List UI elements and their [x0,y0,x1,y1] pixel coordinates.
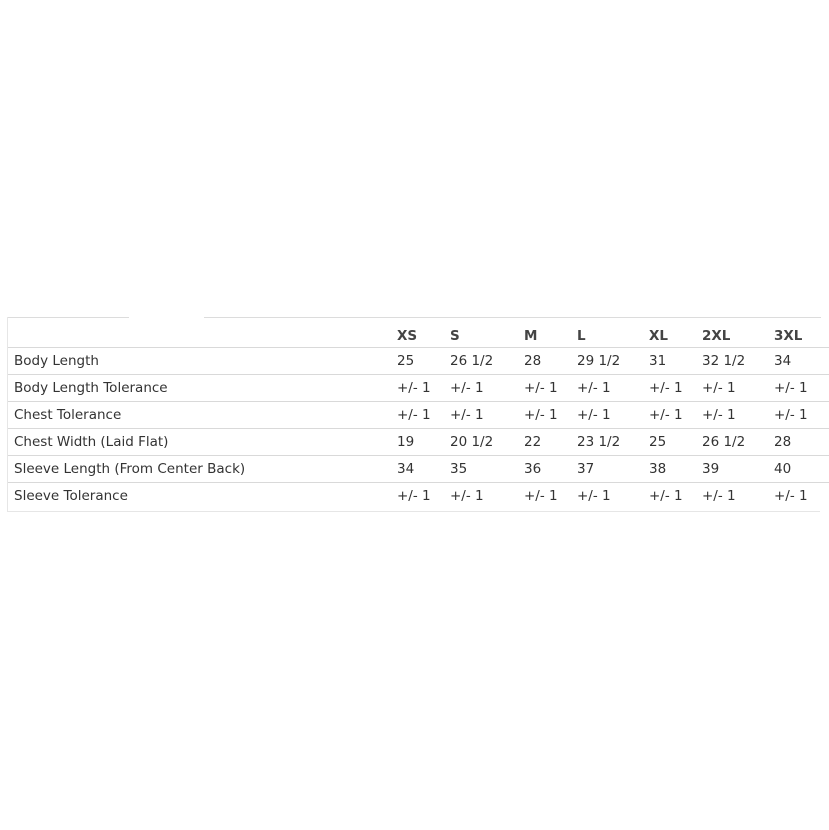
table-row [8,375,829,402]
cell: +/- 1 [774,488,808,504]
cell: 34 [397,456,450,483]
cell: +/- 1 [774,375,829,402]
row-label: Sleeve Length (From Center Back) [8,456,397,483]
cell: 28 [524,348,577,375]
cell: 29 1/2 [577,348,649,375]
size-table [8,325,829,509]
cell: 23 1/2 [577,429,649,456]
cell: +/- 1 [649,488,683,504]
cell: 38 [649,456,702,483]
cell: +/- 1 [397,402,450,429]
header-empty [8,325,397,348]
cell: +/- 1 [577,402,649,429]
cell: +/- 1 [450,488,484,504]
cell: +/- 1 [450,402,524,429]
cell: 25 [397,348,450,375]
cell: +/- 1 [774,402,829,429]
size-header: M [524,325,577,348]
table-row [8,429,829,456]
cell: 28 [774,429,829,456]
cell: +/- 1 [649,375,702,402]
cell: 34 [774,348,829,375]
cell: 22 [524,429,577,456]
size-header: 3XL [774,325,829,348]
cell: +/- 1 [702,375,774,402]
row-label: Body Length [8,348,397,375]
cell: +/- 1 [702,402,774,429]
size-header: S [450,325,524,348]
cell: +/- 1 [450,375,524,402]
divider [204,317,821,318]
table-row [8,483,829,510]
cell: +/- 1 [577,375,649,402]
cell: 32 1/2 [702,348,774,375]
table-row [8,348,829,375]
size-header: L [577,325,649,348]
cell: 26 1/2 [702,429,774,456]
cell: 35 [450,456,524,483]
size-chart [7,317,820,512]
size-header: XL [649,325,702,348]
cell: 25 [649,429,702,456]
cell: 31 [649,348,702,375]
cell: +/- 1 [397,488,431,504]
cell: 37 [577,456,649,483]
divider [8,317,129,318]
cell: +/- 1 [524,402,577,429]
size-header: XS [397,325,450,348]
row-label: Chest Width (Laid Flat) [8,429,397,456]
cell: 20 1/2 [450,429,524,456]
table-row [8,456,829,483]
cell: 40 [774,456,829,483]
row-label: Body Length Tolerance [8,375,397,402]
cell: +/- 1 [577,488,611,504]
cell: +/- 1 [702,488,736,504]
cell: 19 [397,429,450,456]
header-row [8,325,829,348]
cell: 39 [702,456,774,483]
cell: 26 1/2 [450,348,524,375]
cell: +/- 1 [397,375,450,402]
cell: 36 [524,456,577,483]
size-header: 2XL [702,325,774,348]
cell: +/- 1 [524,375,577,402]
table-row [8,402,829,429]
cell: +/- 1 [524,488,558,504]
cell: +/- 1 [649,402,702,429]
row-label: Chest Tolerance [8,402,397,429]
row-label: Sleeve Tolerance [14,488,128,504]
